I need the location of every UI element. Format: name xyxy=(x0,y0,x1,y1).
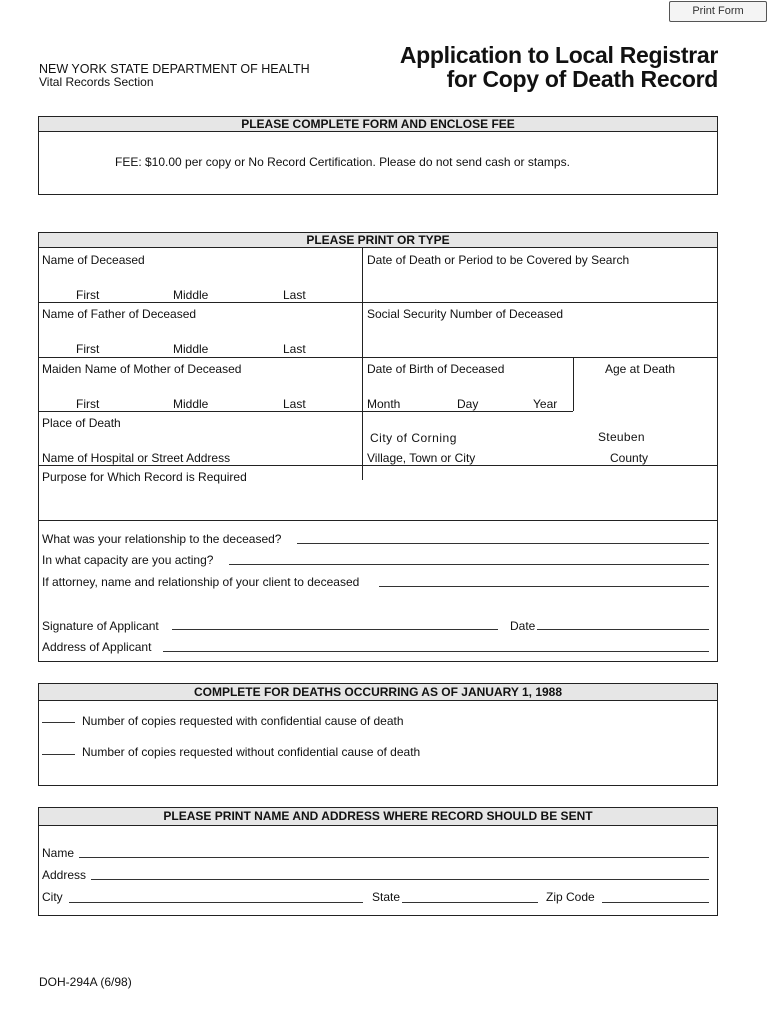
middle-label: Middle xyxy=(173,397,209,411)
signature-label: Signature of Applicant xyxy=(42,619,159,633)
copies-section xyxy=(38,683,718,786)
purpose-label: Purpose for Which Record is Required xyxy=(42,470,247,484)
send-zip-field[interactable] xyxy=(602,902,709,903)
city-value: City of Corning xyxy=(370,431,457,445)
send-address-label: Address xyxy=(42,868,87,882)
send-zip-label: Zip Code xyxy=(546,890,595,904)
mother-name-label: Maiden Name of Mother of Deceased xyxy=(42,362,242,376)
form-number: DOH-294A (6/98) xyxy=(39,975,132,989)
fee-section-heading: PLEASE COMPLETE FORM AND ENCLOSE FEE xyxy=(39,117,717,132)
age-at-death-label: Age at Death xyxy=(605,362,676,376)
county-label: County xyxy=(610,451,649,465)
send-address-field[interactable] xyxy=(91,879,709,880)
send-to-heading: PLEASE PRINT NAME AND ADDRESS WHERE RECORD SHOULD BE SENT xyxy=(39,808,717,826)
name-of-deceased-label: Name of Deceased xyxy=(42,253,145,267)
org-name: NEW YORK STATE DEPARTMENT OF HEALTH xyxy=(39,62,310,76)
grid-divider-age xyxy=(573,357,574,411)
copies-with-cause-field[interactable] xyxy=(42,722,75,723)
village-label: Village, Town or City xyxy=(367,451,476,465)
applicant-section xyxy=(38,232,718,662)
signature-field[interactable] xyxy=(172,629,498,630)
print-or-type-heading: PLEASE PRINT OR TYPE xyxy=(39,233,717,248)
last-label: Last xyxy=(283,342,306,356)
row-line xyxy=(39,357,717,358)
attorney-label: If attorney, name and relationship of your client to deceased xyxy=(42,575,360,589)
hospital-label: Name of Hospital or Street Address xyxy=(42,451,231,465)
county-value: Steuben xyxy=(598,430,645,444)
address-applicant-label: Address of Applicant xyxy=(42,640,152,654)
capacity-label: In what capacity are you acting? xyxy=(42,553,214,567)
capacity-field[interactable] xyxy=(229,564,709,565)
copies-section-heading: COMPLETE FOR DEATHS OCCURRING AS OF JANUARY 1, 1988 xyxy=(39,684,717,701)
first-label: First xyxy=(76,397,100,411)
copies-without-cause-field[interactable] xyxy=(42,754,75,755)
grid-divider xyxy=(362,248,363,480)
year-label: Year xyxy=(533,397,558,411)
row-line xyxy=(39,302,717,303)
copies-without-cause-label: Number of copies requested without confidential cause of death xyxy=(82,745,421,759)
fee-section xyxy=(38,116,718,195)
date-of-death-label: Date of Death or Period to be Covered by Search xyxy=(367,253,630,267)
send-name-label: Name xyxy=(42,846,75,860)
date-field[interactable] xyxy=(537,629,709,630)
middle-label: Middle xyxy=(173,288,209,302)
row-line xyxy=(39,411,573,412)
form-title-line2: for Copy of Death Record xyxy=(446,66,718,92)
send-state-label: State xyxy=(372,890,401,904)
first-label: First xyxy=(76,288,100,302)
place-of-death-label: Place of Death xyxy=(42,416,121,430)
middle-label: Middle xyxy=(173,342,209,356)
send-city-field[interactable] xyxy=(69,902,363,903)
attorney-field[interactable] xyxy=(379,586,709,587)
relationship-label: What was your relationship to the deceased? xyxy=(42,532,282,546)
last-label: Last xyxy=(283,288,306,302)
send-name-field[interactable] xyxy=(79,857,709,858)
row-line xyxy=(39,520,717,521)
date-label: Date xyxy=(510,619,536,633)
send-to-section xyxy=(38,807,718,916)
father-name-label: Name of Father of Deceased xyxy=(42,307,197,321)
dob-label: Date of Birth of Deceased xyxy=(367,362,505,376)
send-state-field[interactable] xyxy=(402,902,538,903)
copies-with-cause-label: Number of copies requested with confidential cause of death xyxy=(82,714,404,728)
fee-text: FEE: $10.00 per copy or No Record Certification. Please do not send cash or stamps. xyxy=(115,155,570,169)
send-city-label: City xyxy=(42,890,63,904)
first-label: First xyxy=(76,342,100,356)
org-section: Vital Records Section xyxy=(39,75,154,89)
address-applicant-field[interactable] xyxy=(163,651,709,652)
print-form-button[interactable]: Print Form xyxy=(669,1,767,22)
last-label: Last xyxy=(283,397,306,411)
day-label: Day xyxy=(457,397,479,411)
ssn-label: Social Security Number of Deceased xyxy=(367,307,564,321)
form-title-line1: Application to Local Registrar xyxy=(399,42,718,68)
relationship-field[interactable] xyxy=(297,543,709,544)
row-line xyxy=(39,465,717,466)
month-label: Month xyxy=(367,397,401,411)
